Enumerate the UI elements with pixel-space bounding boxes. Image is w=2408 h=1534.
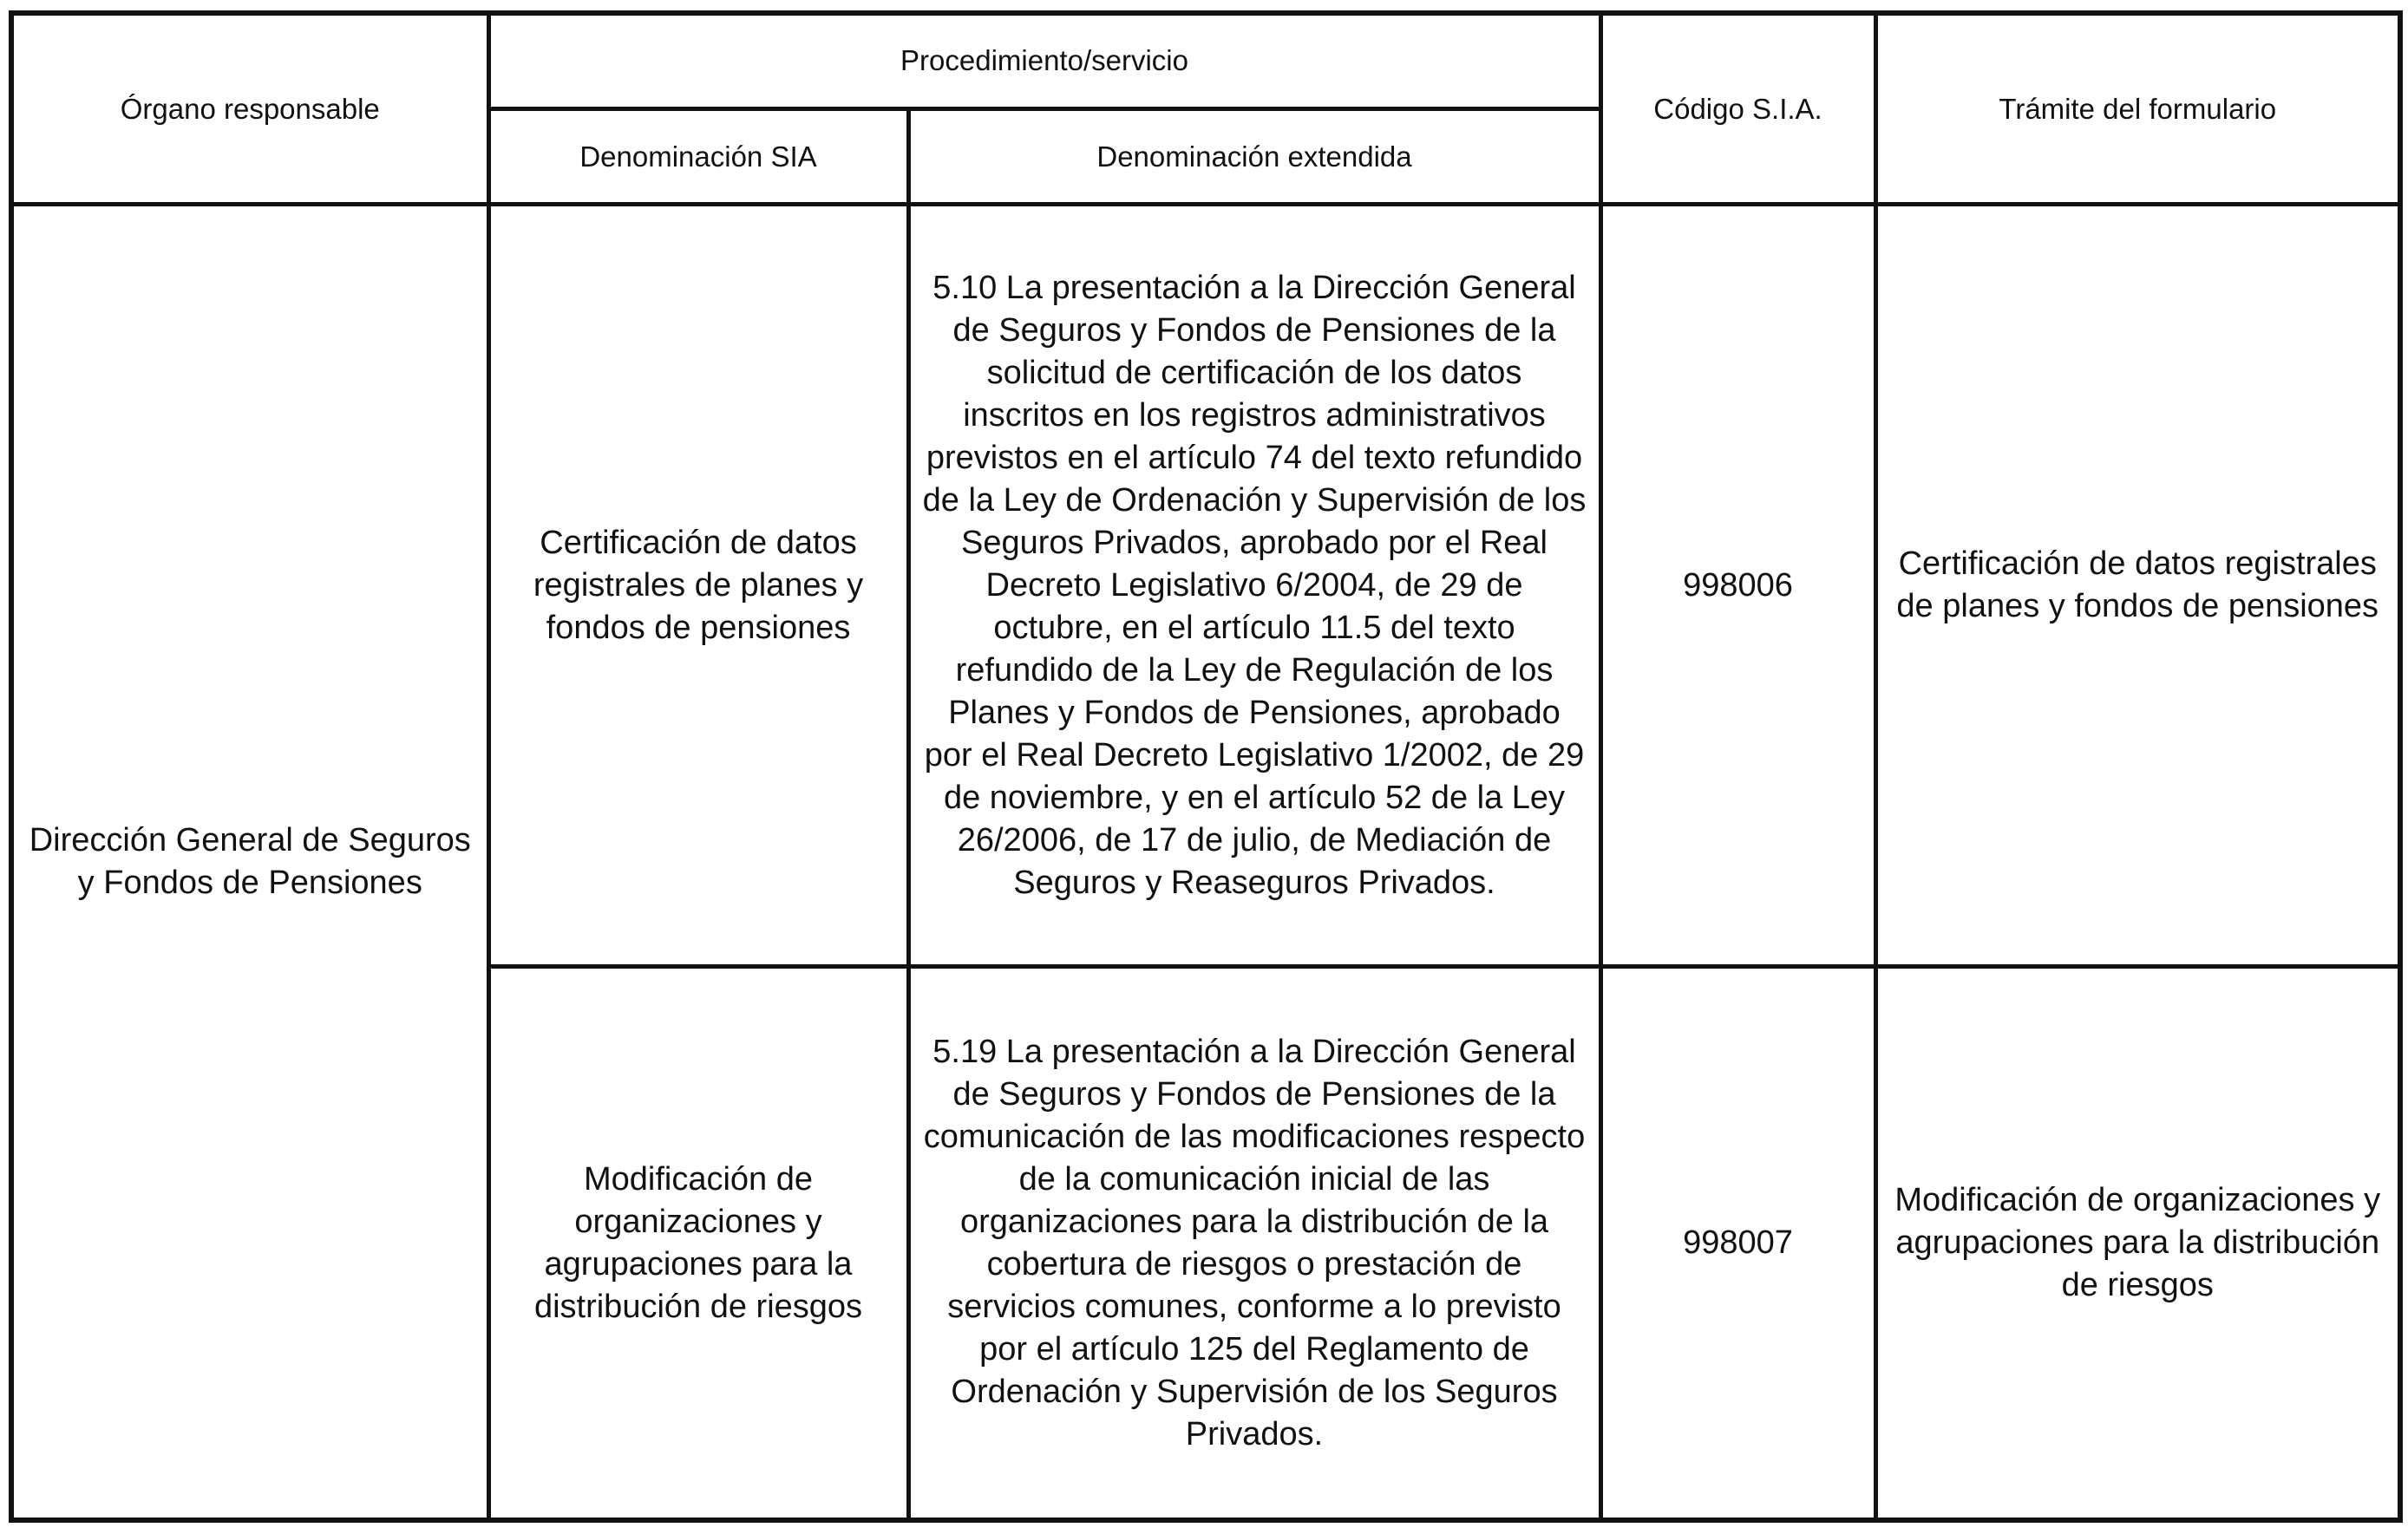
header-denominacion-extendida: Denominación extendida bbox=[908, 108, 1600, 204]
tramite-formulario-cell: Modificación de organizaciones y agrupaciones para la distribución de riesgos bbox=[1875, 967, 2400, 1520]
table-row bbox=[11, 205, 2400, 967]
codigo-sia-cell: 998006 bbox=[1600, 205, 1875, 967]
header-organo-responsable: Órgano responsable bbox=[11, 13, 488, 205]
denominacion-sia-cell: Certificación de datos registrales de planes y fondos de pensiones bbox=[488, 205, 908, 967]
header-procedimiento-servicio: Procedimiento/servicio bbox=[488, 13, 1600, 108]
header-denominacion-sia: Denominación SIA bbox=[488, 108, 908, 204]
denominacion-extendida-cell: 5.19 La presentación a la Dirección General de Seguros y Fondos de Pensiones de la comunicación de las modificaciones respecto de la comunicación inicial de las organizaciones para la distribución de la cobertura de riesgos o prestación de servicios comunes, conforme a lo previsto por el artículo 125 del Reglamento de Ordenación y Supervisión de los Seguros Privados. bbox=[908, 967, 1600, 1520]
denominacion-sia-cell: Modificación de organizaciones y agrupaciones para la distribución de riesgos bbox=[488, 967, 908, 1520]
tramite-formulario-cell: Certificación de datos registrales de planes y fondos de pensiones bbox=[1875, 205, 2400, 967]
header-codigo-sia: Código S.I.A. bbox=[1600, 13, 1875, 205]
procedures-table bbox=[9, 10, 2403, 1523]
organo-responsable-cell: Dirección General de Seguros y Fondos de Pensiones bbox=[11, 205, 488, 1520]
denominacion-extendida-cell: 5.10 La presentación a la Dirección General de Seguros y Fondos de Pensiones de la solicitud de certificación de los datos inscritos en los registros administrativos previstos en el artículo 74 del texto refundido de la Ley de Ordenación y Supervisión de los Seguros Privados, aprobado por el Real Decreto Legislativo 6/2004, de 29 de octubre, en el artículo 11.5 del texto refundido de la Ley de Regulación de los Planes y Fondos de Pensiones, aprobado por el Real Decreto Legislativo 1/2002, de 29 de noviembre, y en el artículo 52 de la Ley 26/2006, de 17 de julio, de Mediación de Seguros y Reaseguros Privados. bbox=[908, 205, 1600, 967]
codigo-sia-cell: 998007 bbox=[1600, 967, 1875, 1520]
header-tramite-formulario: Trámite del formulario bbox=[1875, 13, 2400, 205]
